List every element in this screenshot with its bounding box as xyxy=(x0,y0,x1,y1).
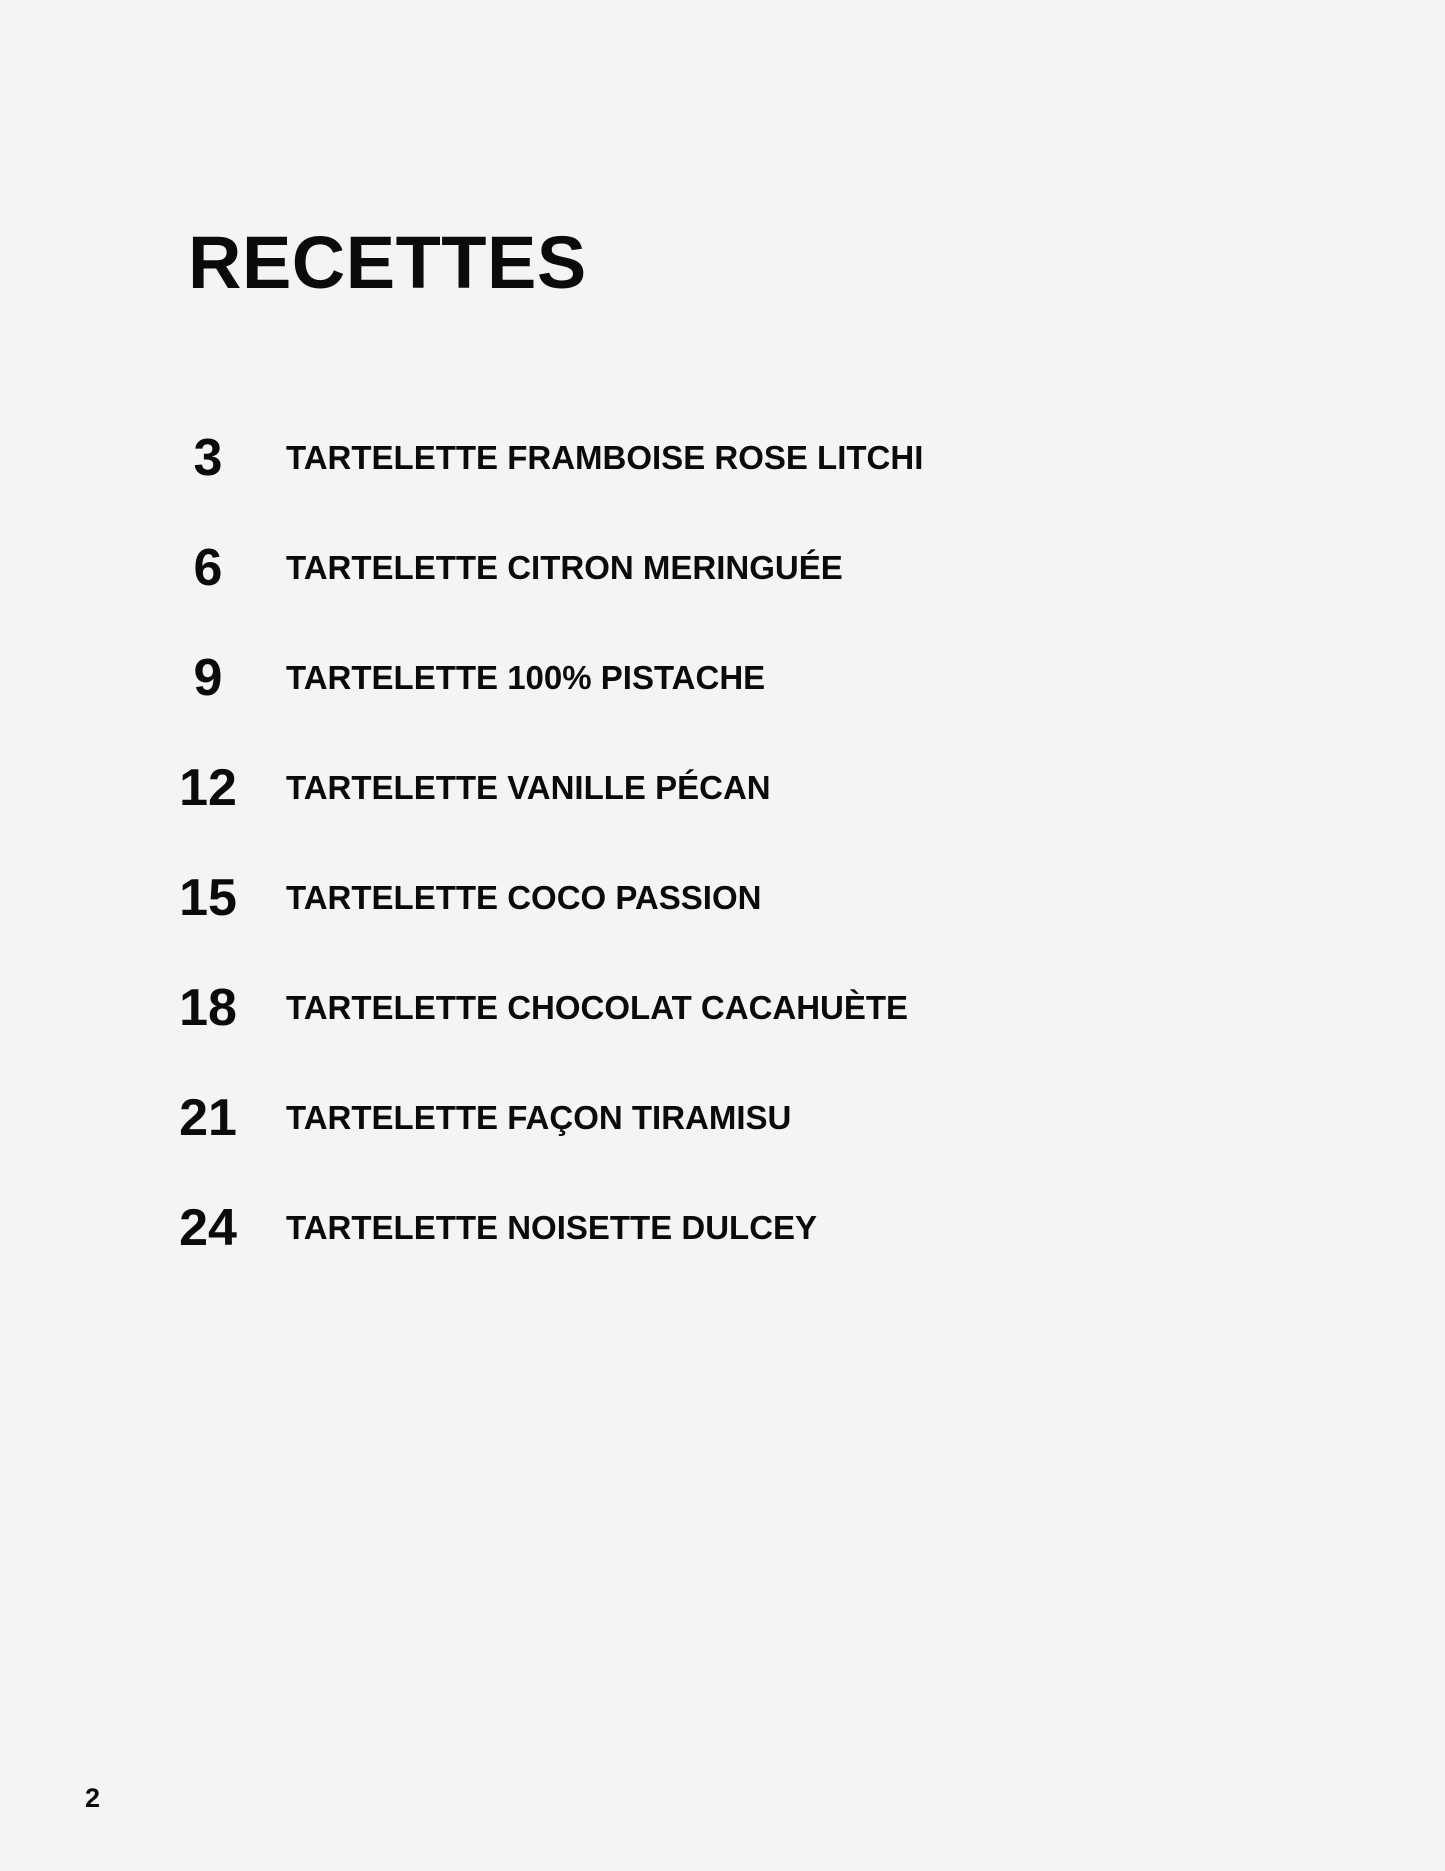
toc-recipe-title: TARTELETTE NOISETTE DULCEY xyxy=(286,1209,818,1246)
toc-page-number: 15 xyxy=(179,869,237,927)
toc-entry[interactable] xyxy=(0,968,1100,1078)
toc-recipe-title: TARTELETTE FRAMBOISE ROSE LITCHI xyxy=(286,439,924,476)
toc-page-number: 6 xyxy=(193,539,223,597)
toc-page-number: 24 xyxy=(179,1199,237,1257)
toc-entry[interactable] xyxy=(0,638,1100,748)
table-of-contents xyxy=(0,418,1100,1298)
toc-recipe-title: TARTELETTE COCO PASSION xyxy=(286,879,762,916)
toc-entry[interactable] xyxy=(0,418,1100,528)
toc-recipe-title: TARTELETTE CITRON MERINGUÉE xyxy=(286,549,843,586)
toc-page-number: 9 xyxy=(193,649,223,707)
toc-recipe-title: TARTELETTE FAÇON TIRAMISU xyxy=(286,1099,792,1136)
toc-entry[interactable] xyxy=(0,528,1100,638)
page-number: 2 xyxy=(85,1783,101,1813)
toc-entry[interactable] xyxy=(0,858,1100,968)
toc-entry[interactable] xyxy=(0,748,1100,858)
toc-recipe-title: TARTELETTE CHOCOLAT CACAHUÈTE xyxy=(286,989,909,1026)
toc-page-number: 12 xyxy=(179,759,237,817)
page-title: RECETTES xyxy=(188,221,587,304)
toc-entry[interactable] xyxy=(0,1188,1100,1298)
toc-recipe-title: TARTELETTE 100% PISTACHE xyxy=(286,659,766,696)
toc-page-number: 3 xyxy=(193,429,223,487)
toc-page-number: 21 xyxy=(179,1089,237,1147)
toc-entry[interactable] xyxy=(0,1078,1100,1188)
toc-page-number: 18 xyxy=(179,979,237,1037)
toc-recipe-title: TARTELETTE VANILLE PÉCAN xyxy=(286,769,771,806)
